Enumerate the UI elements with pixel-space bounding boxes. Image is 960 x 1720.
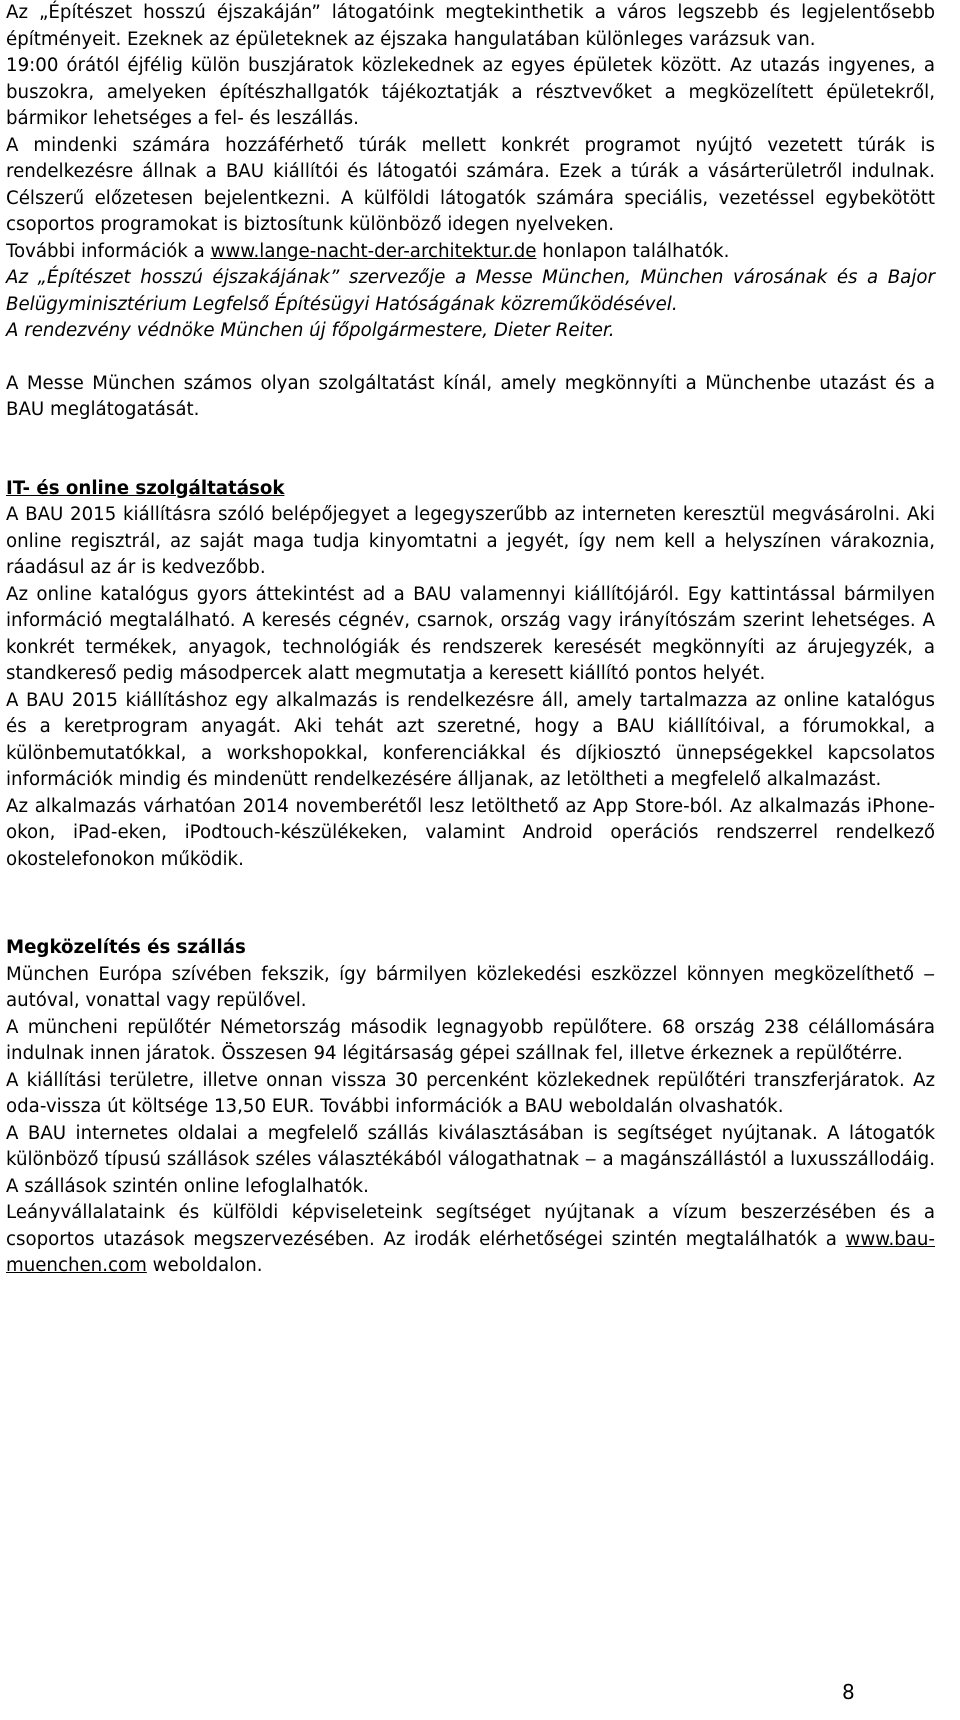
paragraph-app-availability: Az alkalmazás várhatóan 2014 novemberétől lesz letölthető az App Store-ból. Az alkalmazás iPhone-okon, iPad-eken, iPodtouch-készülékeken, valamint Android operációs rendszerrel rendelkező okostelefonokon működik. — [6, 795, 935, 870]
paragraph-catalogue: Az online katalógus gyors áttekintést ad a BAU valamennyi kiállítójáról. Egy kattintással bármilyen információ megtalálható. A keresés cégnév, csarnok, ország vagy irányítószám szerint lehetséges. A konkrét termékek, anyagok, technológiák és rendszerek keresését megkönnyíti az árujegyzék, a standkereső pedig másodpercek alatt megmutatja a keresett kiállító pontos helyét. — [6, 583, 935, 684]
paragraph-accommodation: A BAU internetes oldalai a megfelelő szállás kiválasztásában is segítséget nyújtanak. A látogatók különböző típusú szállások széles választékából válogathatnak ‒ a magánszállástól a luxusszállodáig. A szállások szintén online lefoglalhatók. — [6, 1122, 935, 1197]
page-number: 8 — [842, 1680, 855, 1704]
document-page — [6, 0, 935, 1280]
paragraph-organizer: Az „Építészet hosszú éjszakájának” szervezője a Messe München, München városának és a Bajor Belügyminisztérium Legfelső Építésügyi Hatóságának közreműködésével. — [6, 267, 935, 315]
paragraph-services: A Messe München számos olyan szolgáltatást kínál, amely megkönnyíti a Münchenbe utazást és a BAU meglátogatását. — [6, 372, 935, 420]
paragraph-intro: Az „Építészet hosszú éjszakáján” látogatóink megtekinthetik a város legszebb és legjelentősebb építményeit. Ezeknek az épületeknek az éjszaka hangulatában különleges varázsuk van. — [6, 2, 935, 50]
section-travel — [6, 935, 935, 1280]
paragraph-visa — [6, 1200, 935, 1280]
section-night-buses — [6, 0, 935, 424]
paragraph-more-info — [6, 239, 935, 266]
more-info-prefix: További információk a — [6, 240, 211, 262]
paragraph-bus-service: 19:00 órától éjfélig külön buszjáratok közlekednek az egyes épületek között. Az utazás ingyenes, a buszokra, amelyeken építészhallgatók tájékoztatják a résztvevőket a megközelített épületekről, bármikor lehetséges a fel- és leszállás. — [6, 55, 935, 129]
visa-suffix: weboldalon. — [146, 1255, 263, 1276]
paragraph-patron: A rendezvény védnöke München új főpolgármestere, Dieter Reiter. — [6, 320, 615, 341]
bau-website-link[interactable]: www.bau-muenchen.com — [6, 1228, 935, 1276]
paragraph-guided-tours: A mindenki számára hozzáférhető túrák mellett konkrét programot nyújtó vezetett túrák is rendelkezésre állnak a BAU kiállítói és látogatói számára. Ezek a túrák a vásárterületről indulnak. Célszerű előzetesen bejelentkezni. A külföldi látogatók számára speciális, vezetéssel egybekötött csoportos programokat is biztosítunk különböző idegen nyelveken. — [6, 134, 935, 235]
section-heading-travel: Megközelítés és szállás — [6, 937, 246, 958]
section-it-online — [6, 476, 935, 874]
paragraph-transfer: A kiállítási területre, illetve onnan vissza 30 percenként közlekednek repülőtéri transzferjáratok. Az oda-vissza út költsége 13,50 EUR. További információk a BAU weboldalán olvashatók. — [6, 1069, 935, 1117]
architecture-night-link[interactable]: www.lange-nacht-der-architektur.de — [210, 240, 537, 262]
paragraph-app: A BAU 2015 kiállításhoz egy alkalmazás is rendelkezésre áll, amely tartalmazza az online katalógus és a keretprogram anyagát. Aki tehát azt szeretné, hogy a BAU kiállítóival, a fórumokkal, a különbemutatókkal, a workshopokkal, konferenciákkal és díjkiosztó ünnepségekkel kapcsolatos információk mindig és mindenütt rendelkezésére álljanak, az letöltheti a megfelelő alkalmazást. — [6, 689, 935, 790]
paragraph-location: München Európa szívében fekszik, így bármilyen közlekedési eszközzel könnyen megközelíthető ‒ autóval, vonattal vagy repülővel. — [6, 963, 935, 1011]
more-info-suffix: honlapon találhatók. — [536, 240, 730, 262]
section-heading-it: IT- és online szolgáltatások — [6, 477, 285, 499]
paragraph-airport: A müncheni repülőtér Németország második legnagyobb repülőtere. 68 ország 238 célállomására indulnak innen járatok. Összesen 94 légitársaság gépei szállnak fel, illetve érkeznek a repülőtérre. — [6, 1016, 935, 1064]
visa-prefix: Leányvállalataink és külföldi képviseleteink segítséget nyújtanak a vízum beszerzésében és a csoportos utazások megszervezésében. Az irodák elérhetőségei szintén megtalálhatók a — [6, 1202, 935, 1250]
paragraph-tickets: A BAU 2015 kiállításra szóló belépőjegyet a legegyszerűbb az interneten keresztül megvásárolni. Aki online regisztrál, az saját maga tudja kinyomtatni a jegyét, így nem kell a helyszínen várakoznia, ráadásul az ár is kedvezőbb. — [6, 504, 935, 578]
